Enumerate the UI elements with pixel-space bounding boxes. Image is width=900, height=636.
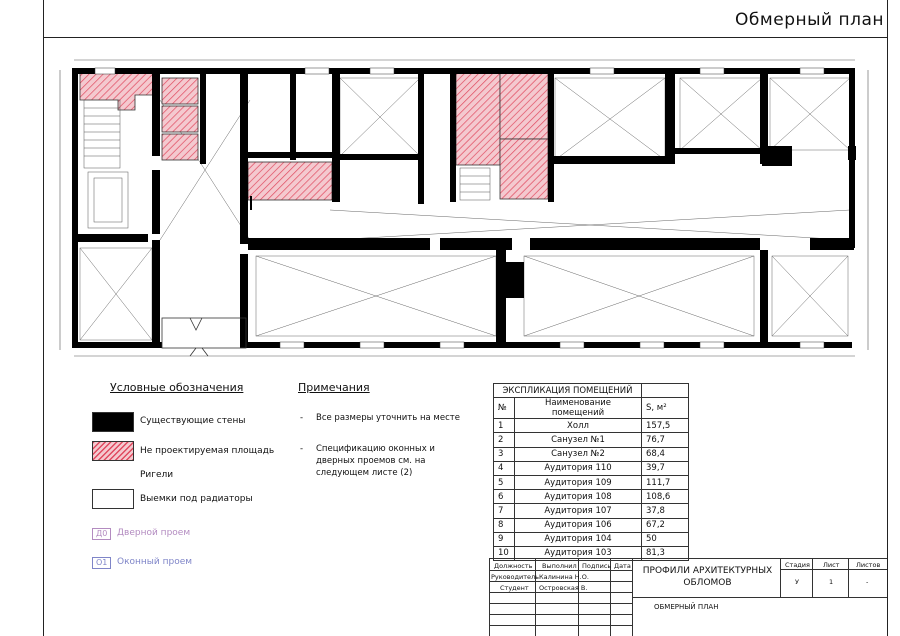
row-num: 4: [494, 461, 515, 475]
stamp-col-done: Выполнил: [542, 562, 577, 570]
stamp-sheet-header: Лист: [823, 561, 840, 569]
stamp-stage-header: Стадия: [785, 561, 810, 569]
stamp-right-col-line-2: [848, 558, 849, 597]
table-row: [494, 532, 689, 546]
table-row: [494, 490, 689, 504]
table-row: [494, 419, 689, 433]
hatched-areas: [80, 73, 548, 200]
row-name: Санузел №2: [515, 447, 642, 461]
stamp-col-sign: Подпись: [582, 562, 612, 570]
note-dash-2: -: [300, 444, 304, 454]
explication-table: [493, 383, 689, 561]
row-name: Санузел №1: [515, 433, 642, 447]
table-row: [494, 518, 689, 532]
row-area: 157,5: [642, 419, 689, 433]
stamp-col-line-2: [578, 558, 579, 636]
legend-label-existing-walls: Существующие стены: [140, 416, 246, 426]
legend-label-radiator-niches: Выемки под радиаторы: [140, 494, 253, 504]
legend-swatch-existing-walls: [92, 412, 134, 432]
explication-header-row: [494, 398, 689, 419]
col-area-header: S, м²: [642, 398, 689, 419]
row-num: 1: [494, 419, 515, 433]
legend-label-not-designed: Не проектируемая площадь: [140, 446, 275, 456]
note-dash-1: -: [300, 413, 304, 423]
legend-door-tag: Д0: [92, 528, 111, 540]
note-item-2: Спецификацию оконных и дверных проемов см. на следующем листе (2): [316, 444, 435, 478]
row-num: 2: [494, 433, 515, 447]
stamp-stage-value: У: [795, 578, 799, 586]
stamp-col-line-1: [535, 558, 536, 636]
stamp-border-top: [489, 558, 887, 559]
row-num: 3: [494, 447, 515, 461]
row-name: Аудитория 108: [515, 490, 642, 504]
legend-window-tag: О1: [92, 557, 111, 569]
row-area: 76,7: [642, 433, 689, 447]
stamp-sheet-title: ОБМЕРНЫЙ ПЛАН: [654, 603, 719, 611]
note-item-1: Все размеры уточнить на месте: [316, 413, 460, 423]
explication-caption-blank: [642, 384, 689, 398]
legend-swatch-radiator-niches: [92, 489, 134, 509]
row-num: 10: [494, 546, 515, 560]
row-name: Аудитория 104: [515, 532, 642, 546]
row-area: 37,8: [642, 504, 689, 518]
col-num-header: №: [494, 398, 515, 419]
row-num: 7: [494, 504, 515, 518]
table-row: [494, 475, 689, 489]
legend-label-beams: Ригели: [140, 470, 174, 480]
explication-caption-row: [494, 384, 689, 398]
row-num: 9: [494, 532, 515, 546]
stamp-col-position: Должность: [494, 562, 533, 570]
row-num: 8: [494, 518, 515, 532]
row-num: 6: [494, 490, 515, 504]
table-row: [494, 504, 689, 518]
stamp-project-title: ПРОФИЛИ АРХИТЕКТУРНЫХ ОБЛОМОВ: [642, 566, 773, 588]
stamp-row1-role: Руководитель: [491, 573, 539, 581]
row-name: Аудитория 107: [515, 504, 642, 518]
row-area: 50: [642, 532, 689, 546]
row-area: 68,4: [642, 447, 689, 461]
row-area: 67,2: [642, 518, 689, 532]
legend-heading: Условные обозначения: [110, 381, 244, 394]
row-name: Аудитория 106: [515, 518, 642, 532]
table-row: [494, 447, 689, 461]
row-name: Холл: [515, 419, 642, 433]
row-name: Аудитория 110: [515, 461, 642, 475]
legend-label-door: Дверной проем: [117, 528, 191, 538]
stamp-right-col-line-1: [812, 558, 813, 597]
page-title: Обмерный план: [735, 10, 884, 30]
stamp-row1-name: Калинина Н.О.: [539, 573, 589, 581]
stamp-row2-name: Островская В.: [539, 584, 588, 592]
stamp-col-date: Дата: [614, 562, 631, 570]
stamp-sheets-header: Листов: [856, 561, 881, 569]
stamp-row2-role: Студент: [500, 584, 529, 592]
col-name-header: Наименование помещений: [515, 398, 642, 419]
row-area: 39,7: [642, 461, 689, 475]
stamp-mid-line: [632, 597, 887, 598]
stamp-right-row-line: [780, 569, 887, 570]
stamp-sheets-value: -: [866, 578, 869, 586]
row-area: 108,6: [642, 490, 689, 504]
row-area: 111,7: [642, 475, 689, 489]
notes-heading: Примечания: [298, 381, 370, 394]
stamp-right-block-line: [780, 558, 781, 597]
row-num: 5: [494, 475, 515, 489]
legend-label-window: Оконный проем: [117, 557, 193, 567]
entrance-vestibule: [162, 318, 246, 356]
row-area: 81,3: [642, 546, 689, 560]
explication-caption: ЭКСПЛИКАЦИЯ ПОМЕЩЕНИЙ: [494, 384, 642, 398]
table-row: [494, 433, 689, 447]
table-row: [494, 461, 689, 475]
stamp-sheet-value: 1: [829, 578, 834, 586]
legend-swatch-not-designed: [92, 441, 134, 461]
row-name: Аудитория 103: [515, 546, 642, 560]
row-name: Аудитория 109: [515, 475, 642, 489]
